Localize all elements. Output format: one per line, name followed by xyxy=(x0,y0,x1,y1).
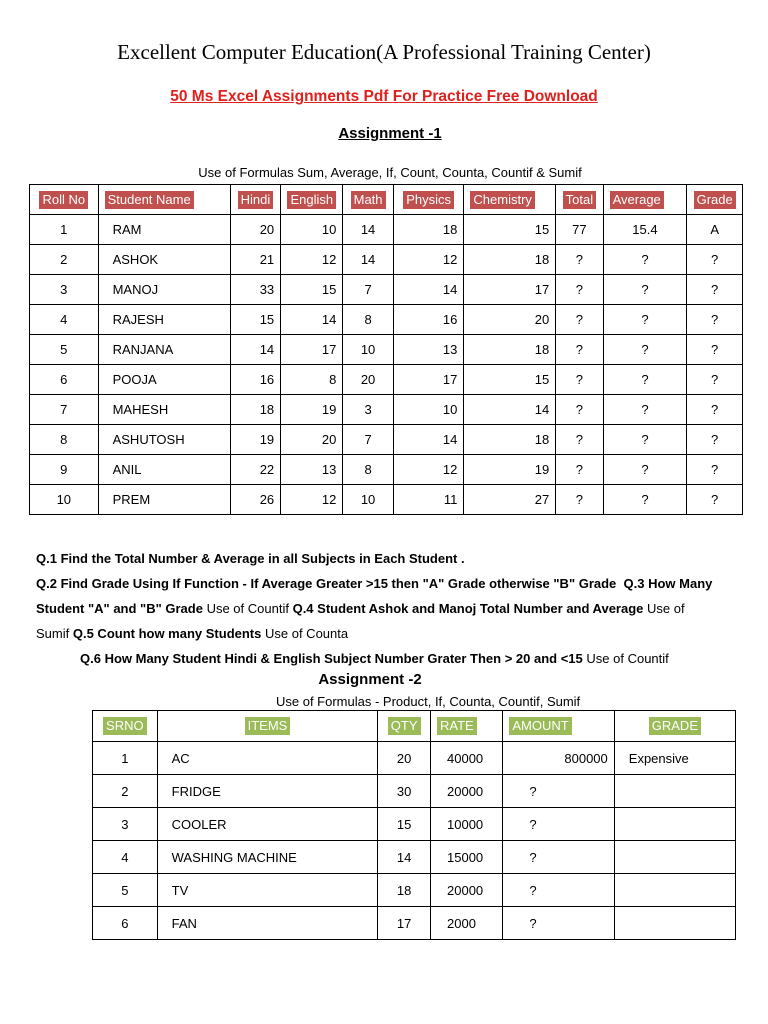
col-amount: AMOUNT xyxy=(509,717,571,735)
table-cell xyxy=(614,841,735,874)
table-cell: 10 xyxy=(343,335,393,365)
table-cell: 77 xyxy=(556,215,603,245)
col-english: English xyxy=(287,191,336,209)
table-cell: 6 xyxy=(93,907,158,940)
table-cell: 21 xyxy=(230,245,280,275)
table-cell: 20000 xyxy=(431,775,503,808)
table-cell: 20 xyxy=(230,215,280,245)
table-cell: 17 xyxy=(378,907,431,940)
table-cell: ? xyxy=(603,455,687,485)
table-row xyxy=(30,305,743,335)
table-cell: ? xyxy=(603,305,687,335)
table-cell: 10 xyxy=(393,395,464,425)
table-cell: 1 xyxy=(30,215,99,245)
table-cell: 14 xyxy=(393,275,464,305)
table-cell: 14 xyxy=(464,395,556,425)
table-cell: 7 xyxy=(343,425,393,455)
table-cell: 12 xyxy=(281,245,343,275)
assignment-1-heading: Assignment -1 xyxy=(338,125,442,142)
table-cell: ? xyxy=(603,275,687,305)
table-cell: ? xyxy=(503,775,614,808)
table-cell: ? xyxy=(687,485,743,515)
table-cell: 10 xyxy=(343,485,393,515)
table-cell: 4 xyxy=(93,841,158,874)
table-cell: 12 xyxy=(281,485,343,515)
table-cell: 18 xyxy=(230,395,280,425)
table-cell: 22 xyxy=(230,455,280,485)
table-cell: 14 xyxy=(230,335,280,365)
table-cell: 14 xyxy=(281,305,343,335)
table-header-row xyxy=(93,711,736,742)
table-cell: ? xyxy=(687,455,743,485)
table-cell: ? xyxy=(556,455,603,485)
student-marks-table xyxy=(29,184,743,515)
question-1: Q.1 Find the Total Number & Average in all Subjects in Each Student . xyxy=(36,551,465,566)
table-row xyxy=(30,335,743,365)
table-cell: 15 xyxy=(464,215,556,245)
col-physics: Physics xyxy=(403,191,454,209)
table-cell: POOJA xyxy=(98,365,230,395)
table-cell: 20 xyxy=(378,742,431,775)
table-cell: ? xyxy=(556,275,603,305)
table-cell: 40000 xyxy=(431,742,503,775)
table-cell: 9 xyxy=(30,455,99,485)
table-row xyxy=(30,395,743,425)
table-cell xyxy=(614,775,735,808)
table-cell: 15.4 xyxy=(603,215,687,245)
table-cell: 18 xyxy=(464,245,556,275)
assignment-2-heading: Assignment -2 xyxy=(318,671,422,688)
table-cell: 17 xyxy=(464,275,556,305)
table-row xyxy=(30,485,743,515)
table-cell: 2 xyxy=(30,245,99,275)
table-cell: ? xyxy=(687,275,743,305)
table-cell: FRIDGE xyxy=(157,775,378,808)
table-cell: 16 xyxy=(230,365,280,395)
table-row xyxy=(93,874,736,907)
table-cell: 20000 xyxy=(431,874,503,907)
table-cell: 1 xyxy=(93,742,158,775)
col-grade: Grade xyxy=(694,191,736,209)
document-title: Excellent Computer Education(A Professional Training Center) xyxy=(117,40,651,64)
table-header-row xyxy=(30,185,743,215)
table-cell: 16 xyxy=(393,305,464,335)
col-chemistry: Chemistry xyxy=(470,191,535,209)
table-cell: 6 xyxy=(30,365,99,395)
table-cell: 17 xyxy=(393,365,464,395)
table-cell: 10 xyxy=(30,485,99,515)
assignment-1-caption: Use of Formulas Sum, Average, If, Count, Counta, Countif & Sumif xyxy=(198,165,582,180)
col-average: Average xyxy=(610,191,664,209)
table-cell: 7 xyxy=(30,395,99,425)
table-cell: ? xyxy=(556,395,603,425)
table-cell: 15000 xyxy=(431,841,503,874)
table-cell: ? xyxy=(556,335,603,365)
table-cell: 3 xyxy=(343,395,393,425)
table-cell: Expensive xyxy=(614,742,735,775)
table-row xyxy=(30,275,743,305)
table-cell: 20 xyxy=(281,425,343,455)
table-cell: 2000 xyxy=(431,907,503,940)
table-cell: ? xyxy=(556,245,603,275)
col-grade: GRADE xyxy=(649,717,701,735)
table-cell: ? xyxy=(687,335,743,365)
table-cell: ? xyxy=(503,808,614,841)
table-cell: 14 xyxy=(378,841,431,874)
table-cell xyxy=(614,808,735,841)
table-cell: TV xyxy=(157,874,378,907)
table-cell: ? xyxy=(556,365,603,395)
table-cell: 10000 xyxy=(431,808,503,841)
table-cell: 26 xyxy=(230,485,280,515)
table-cell: 30 xyxy=(378,775,431,808)
table-cell: 18 xyxy=(464,425,556,455)
table-cell: RANJANA xyxy=(98,335,230,365)
question-6: Q.6 How Many Student Hindi & English Subject Number Grater Then > 20 and <15 Use of Countif xyxy=(80,651,669,666)
table-cell: 15 xyxy=(281,275,343,305)
col-hindi: Hindi xyxy=(238,191,274,209)
table-cell xyxy=(614,874,735,907)
table-cell: 5 xyxy=(30,335,99,365)
table-cell: ? xyxy=(603,245,687,275)
table-cell: ANIL xyxy=(98,455,230,485)
table-cell: 7 xyxy=(343,275,393,305)
table-cell: ? xyxy=(603,485,687,515)
download-link[interactable]: 50 Ms Excel Assignments Pdf For Practice Free Download xyxy=(170,88,598,105)
table-cell: PREM xyxy=(98,485,230,515)
table-cell: 10 xyxy=(281,215,343,245)
table-cell: 15 xyxy=(464,365,556,395)
table-cell: 8 xyxy=(281,365,343,395)
table-cell: ? xyxy=(556,425,603,455)
table-cell: AC xyxy=(157,742,378,775)
table-cell: 20 xyxy=(464,305,556,335)
table-cell: ASHUTOSH xyxy=(98,425,230,455)
table-cell: 13 xyxy=(281,455,343,485)
table-cell: 27 xyxy=(464,485,556,515)
table-cell: 5 xyxy=(93,874,158,907)
table-cell: ASHOK xyxy=(98,245,230,275)
col-rate: RATE xyxy=(437,717,477,735)
table-row xyxy=(30,365,743,395)
table-cell: 8 xyxy=(343,305,393,335)
table-cell: 12 xyxy=(393,245,464,275)
col-qty: QTY xyxy=(388,717,421,735)
assignment-2-caption: Use of Formulas - Product, If, Counta, Countif, Sumif xyxy=(276,694,581,709)
table-row xyxy=(93,841,736,874)
col-items: ITEMS xyxy=(245,717,291,735)
table-cell: 800000 xyxy=(503,742,614,775)
table-row xyxy=(93,775,736,808)
table-cell: 12 xyxy=(393,455,464,485)
table-cell: 8 xyxy=(30,425,99,455)
col-srno: SRNO xyxy=(103,717,147,735)
table-cell: ? xyxy=(687,425,743,455)
table-cell: 14 xyxy=(343,215,393,245)
col-roll-no: Roll No xyxy=(39,191,88,209)
table-cell: ? xyxy=(687,395,743,425)
table-cell: A xyxy=(687,215,743,245)
table-cell: 15 xyxy=(378,808,431,841)
table-cell: 13 xyxy=(393,335,464,365)
table-cell: 15 xyxy=(230,305,280,335)
table-cell: 18 xyxy=(464,335,556,365)
table-cell: ? xyxy=(687,245,743,275)
table-row xyxy=(30,245,743,275)
table-cell: RAM xyxy=(98,215,230,245)
table-cell xyxy=(614,907,735,940)
table-cell: ? xyxy=(556,485,603,515)
table-cell: 33 xyxy=(230,275,280,305)
question-3: Student "A" and "B" Grade Use of Countif Q.4 Student Ashok and Manoj Total Number and Average Use of xyxy=(36,601,685,616)
items-table xyxy=(92,710,736,940)
table-cell: 17 xyxy=(281,335,343,365)
table-cell: ? xyxy=(687,305,743,335)
table-cell: 14 xyxy=(393,425,464,455)
table-cell: 3 xyxy=(93,808,158,841)
table-cell: FAN xyxy=(157,907,378,940)
table-cell: 8 xyxy=(343,455,393,485)
table-cell: MANOJ xyxy=(98,275,230,305)
table-cell: MAHESH xyxy=(98,395,230,425)
table-cell: ? xyxy=(503,841,614,874)
table-cell: WASHING MACHINE xyxy=(157,841,378,874)
table-cell: ? xyxy=(603,365,687,395)
table-cell: 11 xyxy=(393,485,464,515)
table-cell: 3 xyxy=(30,275,99,305)
table-cell: 18 xyxy=(378,874,431,907)
table-cell: 19 xyxy=(464,455,556,485)
table-row xyxy=(93,907,736,940)
table-cell: 19 xyxy=(230,425,280,455)
table-cell: ? xyxy=(687,365,743,395)
col-total: Total xyxy=(563,191,596,209)
table-cell: 4 xyxy=(30,305,99,335)
question-4-5: Sumif Q.5 Count how many Students Use of Counta xyxy=(36,626,349,641)
table-cell: 14 xyxy=(343,245,393,275)
table-cell: ? xyxy=(603,395,687,425)
table-cell: COOLER xyxy=(157,808,378,841)
table-cell: 19 xyxy=(281,395,343,425)
table-cell: ? xyxy=(503,907,614,940)
table-row xyxy=(93,808,736,841)
table-cell: ? xyxy=(603,335,687,365)
col-student-name: Student Name xyxy=(105,191,194,209)
table-cell: 2 xyxy=(93,775,158,808)
table-row xyxy=(30,215,743,245)
table-row xyxy=(93,742,736,775)
col-math: Math xyxy=(351,191,386,209)
table-cell: ? xyxy=(503,874,614,907)
table-cell: ? xyxy=(603,425,687,455)
table-row xyxy=(30,455,743,485)
table-cell: RAJESH xyxy=(98,305,230,335)
table-cell: 20 xyxy=(343,365,393,395)
table-cell: ? xyxy=(556,305,603,335)
table-cell: 18 xyxy=(393,215,464,245)
question-2: Q.2 Find Grade Using If Function - If Average Greater >15 then "A" Grade otherwise "B" Grade Q.3 How Many xyxy=(36,576,713,591)
table-row xyxy=(30,425,743,455)
